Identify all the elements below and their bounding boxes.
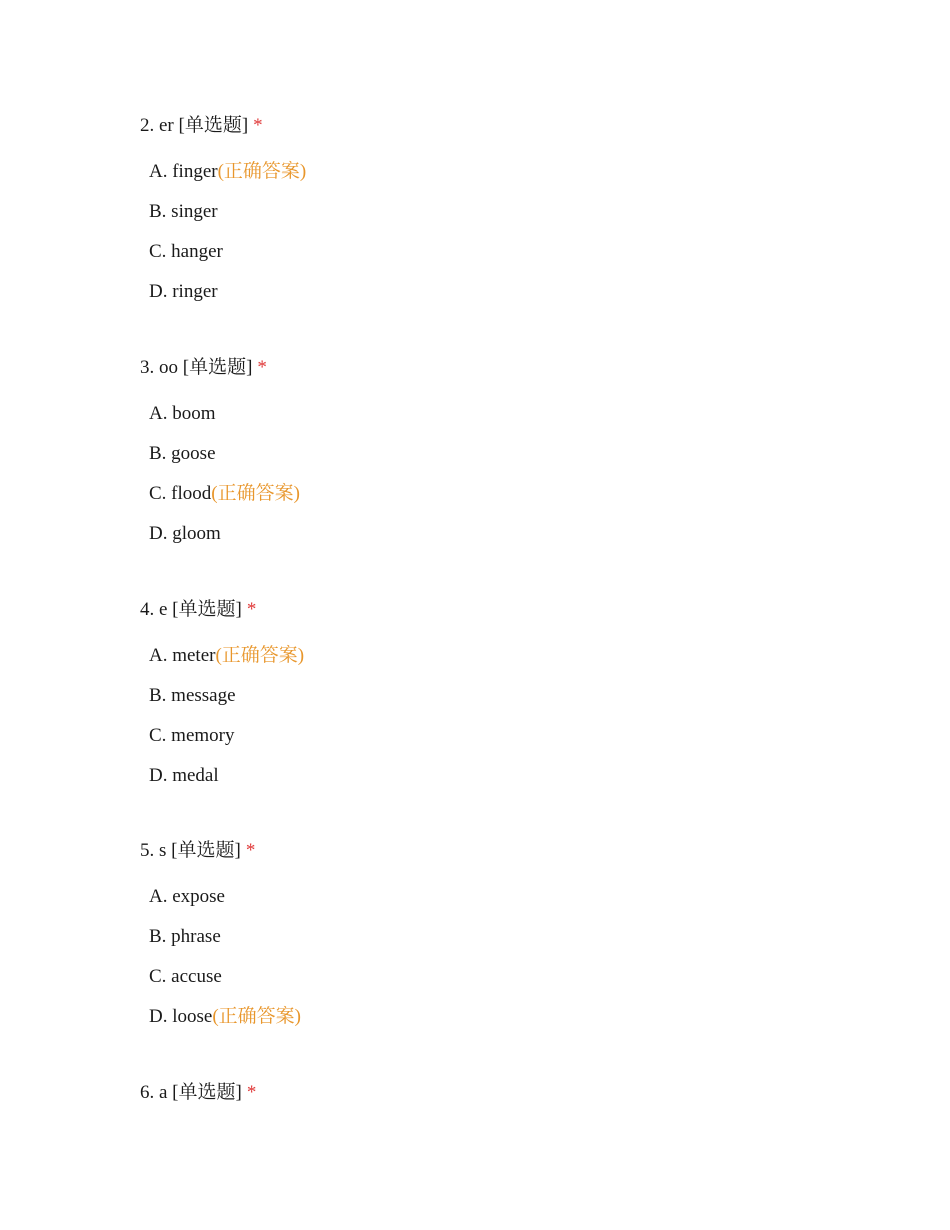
option-text: B. phrase bbox=[149, 926, 221, 947]
required-mark: * bbox=[253, 115, 263, 136]
question-3 bbox=[140, 356, 840, 562]
correct-answer-tag: (正确答案) bbox=[215, 645, 305, 666]
option-d bbox=[149, 280, 840, 304]
option-d bbox=[149, 522, 840, 546]
required-mark: * bbox=[246, 1082, 257, 1103]
option-a bbox=[149, 160, 840, 184]
option-text: C. flood bbox=[149, 483, 212, 504]
option-text: B. message bbox=[149, 685, 236, 706]
option-c bbox=[149, 482, 840, 506]
option-b bbox=[149, 925, 840, 949]
question-title-text: 4. e [单选题] bbox=[140, 599, 242, 620]
question-5 bbox=[140, 839, 840, 1045]
question-title-text: 6. a [单选题] bbox=[140, 1082, 242, 1103]
required-mark: * bbox=[257, 357, 267, 378]
question-title bbox=[140, 839, 840, 863]
option-b bbox=[149, 200, 840, 224]
question-title-text: 5. s [单选题] bbox=[140, 840, 241, 861]
option-b bbox=[149, 442, 840, 466]
option-b bbox=[149, 684, 840, 708]
option-text: C. hanger bbox=[149, 241, 223, 262]
options-list bbox=[140, 885, 840, 1029]
option-text: D. ringer bbox=[149, 281, 218, 302]
question-title-text: 2. er [单选题] bbox=[140, 115, 249, 136]
option-text: C. memory bbox=[149, 725, 235, 746]
option-text: A. meter bbox=[149, 645, 216, 666]
option-c bbox=[149, 240, 840, 264]
question-title bbox=[140, 598, 840, 622]
option-text: C. accuse bbox=[149, 966, 222, 987]
options-list bbox=[140, 402, 840, 546]
option-a bbox=[149, 644, 840, 668]
option-c bbox=[149, 965, 840, 989]
option-text: D. gloom bbox=[149, 523, 221, 544]
option-text: D. loose bbox=[149, 1006, 213, 1027]
correct-answer-tag: (正确答案) bbox=[217, 161, 307, 182]
option-text: A. expose bbox=[149, 886, 225, 907]
question-title bbox=[140, 356, 840, 380]
option-text: D. medal bbox=[149, 765, 219, 786]
question-2 bbox=[140, 114, 840, 320]
option-a bbox=[149, 402, 840, 426]
option-c bbox=[149, 724, 840, 748]
option-text: B. goose bbox=[149, 443, 216, 464]
question-4 bbox=[140, 598, 840, 804]
required-mark: * bbox=[246, 599, 257, 620]
correct-answer-tag: (正确答案) bbox=[211, 483, 300, 504]
option-d bbox=[149, 1005, 840, 1029]
options-list bbox=[140, 644, 840, 788]
option-a bbox=[149, 885, 840, 909]
options-list bbox=[140, 160, 840, 304]
correct-answer-tag: (正确答案) bbox=[212, 1006, 301, 1027]
option-text: B. singer bbox=[149, 201, 218, 222]
question-title bbox=[140, 114, 840, 138]
option-d bbox=[149, 764, 840, 788]
question-title bbox=[140, 1081, 840, 1105]
question-6 bbox=[140, 1081, 840, 1105]
option-text: A. finger bbox=[149, 161, 218, 182]
question-title-text: 3. oo [单选题] bbox=[140, 357, 253, 378]
required-mark: * bbox=[245, 840, 256, 861]
option-text: A. boom bbox=[149, 403, 216, 424]
